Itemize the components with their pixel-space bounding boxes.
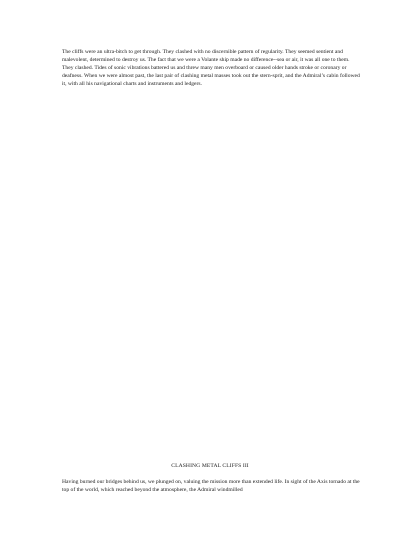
section-heading: CLASHING METAL CLIFFS III (171, 463, 249, 469)
body-paragraph-1: The cliffs were an ultra-bitch to get through. They clashed with no discernible pattern of regularity. They seemed sentient and malevolent, determined to destroy us. The fact that we were a Volante ship made no difference--sea or air, it was all one to them. They clashed. Tides of sonic vibrations battered us and threw many men overboard or caused older hands stroke or coronary or deafness. When we were almost past, the last pair of clashing metal masses took out the stern-sprit, and the Admiral’s cabin followed it, with all his navigational charts and instruments and ledgers. (62, 49, 360, 87)
body-paragraph-2: Having burned our bridges behind us, we plunged on, valuing the mission more than extended life. In sight of the Axis tornado at the top of the world, which reached beyond the atmosphere, the Admiral windmilled (62, 479, 360, 493)
